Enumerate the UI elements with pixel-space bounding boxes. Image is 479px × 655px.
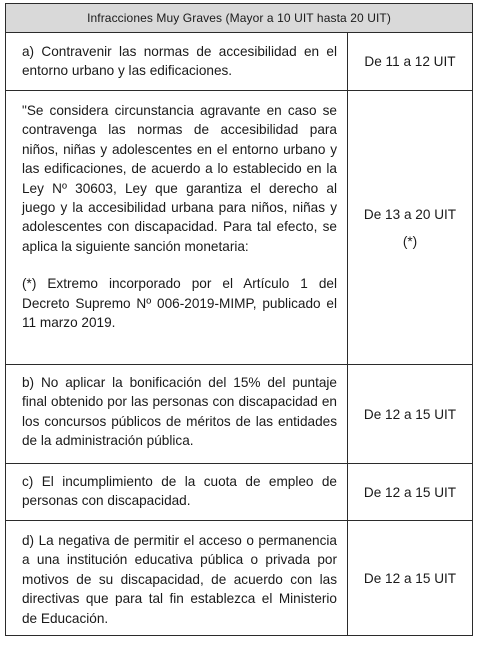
fine-amount: De 12 a 15 UIT (363, 570, 457, 586)
infraction-description-cell (6, 91, 348, 364)
footnote-marker: (*) (402, 233, 418, 249)
infraction-description: d) La negativa de permitir el acceso o permanencia a una institución educativa pública o privada por motivos de su discapacidad, de acuerdo con las directivas que para tal fin establezca el Ministerio de Educación. (6, 521, 348, 635)
table-row (6, 521, 472, 635)
fine-amount: De 12 a 15 UIT (363, 484, 457, 500)
fine-amount: De 11 a 12 UIT (364, 54, 456, 69)
aggravating-circumstance-text: "Se considera circunstancia agravante en caso se contravenga las normas de accesibilidad para niños, niñas y adolescentes en el entorno urbano y las edificaciones, de acuerdo a lo establecido en la Ley Nº 30603, Ley que garantiza el derecho al juego y la accesibilidad urbana para niños, niñas y adolescentes con discapacidad. Para tal efecto, se aplica la siguiente sanción monetaria: (22, 103, 337, 254)
table-row (6, 365, 472, 464)
fine-cell (348, 521, 472, 635)
table-header: Infracciones Muy Graves (Mayor a 10 UIT hasta 20 UIT) (6, 4, 472, 33)
fine-amount: De 13 a 20 UIT (363, 206, 457, 222)
infractions-table (5, 3, 473, 636)
table-row (6, 33, 472, 91)
infraction-description: a) Contravenir las normas de accesibilidad en el entorno urbano y las edificaciones. (6, 33, 348, 90)
infraction-description: b) No aplicar la bonificación del 15% del puntaje final obtenido por las personas con discapacidad en los concursos públicos de méritos de las entidades de la administración pública. (6, 365, 348, 463)
fine-cell (348, 464, 472, 520)
table-row (6, 464, 472, 521)
footnote-text: (*) Extremo incorporado por el Artículo 1 del Decreto Supremo Nº 006-2019-MIMP, publicado el 11 marzo 2019. (22, 276, 337, 331)
table-row (6, 91, 472, 365)
fine-cell (348, 365, 472, 463)
infraction-description: c) El incumplimiento de la cuota de empleo de personas con discapacidad. (6, 464, 348, 520)
fine-cell (348, 91, 472, 364)
fine-amount: De 12 a 15 UIT (363, 406, 457, 422)
fine-cell (348, 33, 472, 90)
